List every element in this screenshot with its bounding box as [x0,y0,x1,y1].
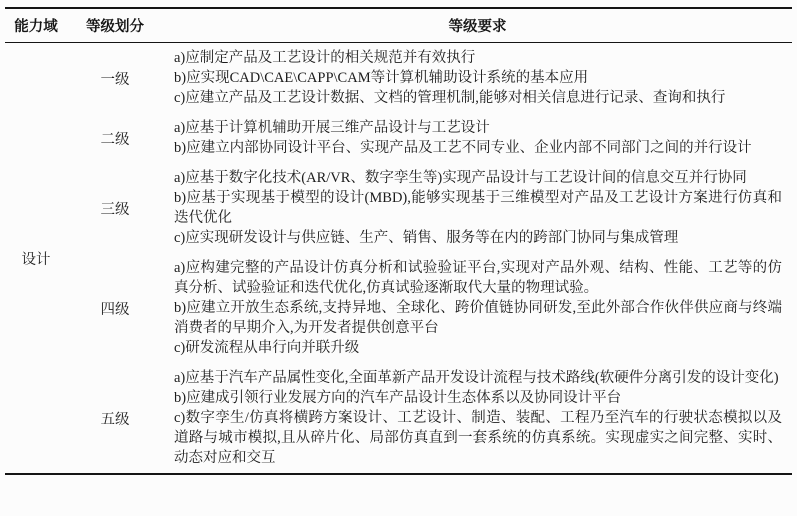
column-header-level: 等级划分 [86,19,144,35]
table-row [5,253,792,363]
requirement-item: b)应基于实现基于模型的设计(MBD),能够实现基于三维模型对产品及工艺设计方案进行仿真和迭代优化 [174,190,782,226]
level-label: 二级 [100,131,130,148]
requirement-item: b)应建成引领行业发展方向的汽车产品设计生态体系以及协同设计平台 [174,390,622,406]
requirement-item: a)应基于计算机辅助开展三维产品设计与工艺设计 [174,120,490,136]
column-header-requirements: 等级要求 [448,19,507,35]
level-label: 三级 [100,201,130,218]
domain-label: 设计 [21,251,51,268]
table-row [5,163,792,253]
column-header-domain: 能力域 [14,19,58,35]
requirements-cell [163,253,792,363]
table-body [5,43,792,475]
requirement-item: a)应构建完整的产品设计仿真分析和试验验证平台,实现对产品外观、结构、性能、工艺等的仿真分析、试验验证和迭代优化,仿真试验逐渐取代大量的物理试验。 [174,260,782,296]
requirement-item: c)应建立产品及工艺设计数据、文档的管理机制,能够对相关信息进行记录、查询和执行 [174,90,726,106]
requirement-item: b)应建立内部协同设计平台、实现产品及工艺不同专业、企业内部不同部门之间的并行设计 [174,140,752,156]
requirement-item: c)数字孪生/仿真将横跨方案设计、工艺设计、制造、装配、工程乃至汽车的行驶状态模拟以及道路与城市模拟,且从碎片化、局部仿真直到一套系统的仿真系统。实现虚实之间完整、实时、动态对应和交互 [174,410,782,466]
level-label: 五级 [100,411,130,428]
level-label: 一级 [100,71,130,88]
requirement-item: c)应实现研发设计与供应链、生产、销售、服务等在内的跨部门协同与集成管理 [174,230,679,246]
capability-level-table [5,7,792,475]
table-row [5,363,792,474]
requirements-cell [163,43,792,114]
table-row [5,43,792,114]
requirement-item: a)应制定产品及工艺设计的相关规范并有效执行 [174,50,476,66]
requirement-item: a)应基于数字化技术(AR/VR、数字孪生等)实现产品设计与工艺设计间的信息交互并行协同 [174,170,747,186]
level-label: 四级 [100,301,130,318]
requirements-cell [163,163,792,253]
table-header-row [5,8,792,43]
requirements-cell [163,113,792,163]
requirement-item: c)研发流程从串行向并联升级 [174,340,360,356]
requirement-item: a)应基于汽车产品属性变化,全面革新产品开发设计流程与技术路线(软硬件分离引发的设计变化) [174,370,779,386]
requirement-item: b)应实现CAD\CAE\CAPP\CAM等计算机辅助设计系统的基本应用 [174,70,589,86]
requirements-cell [163,363,792,474]
requirement-item: b)应建立开放生态系统,支持异地、全球化、跨价值链协同研发,至此外部合作伙伴供应商与终端消费者的早期介入,为开发者提供创意平台 [174,300,782,336]
table-row [5,113,792,163]
